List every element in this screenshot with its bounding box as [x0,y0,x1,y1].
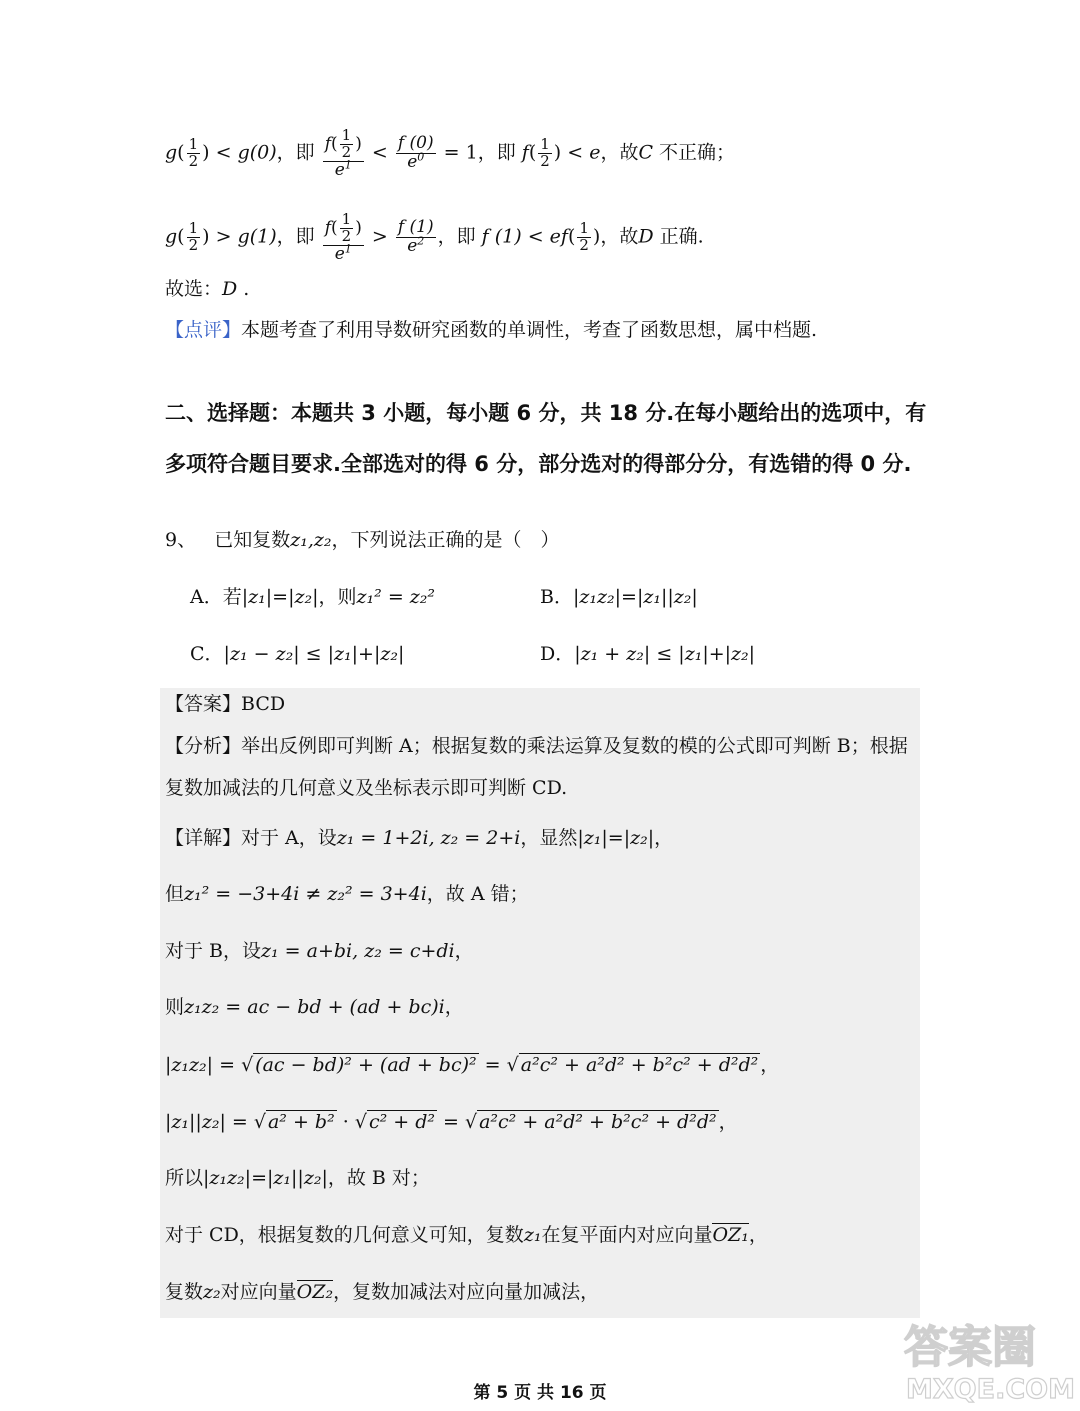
analysis-line-1: 【分析】举出反例即可判断 A；根据复数的乘法运算及复数的模的公式即可判断 B；根据 [165,735,908,757]
question-stem: 9、 已知复数z₁,z₂，下列说法正确的是（ ） [165,529,560,551]
watermark-logo [900,1310,1075,1405]
comment-line: 【点评】本题考查了利用导数研究函数的单调性，考查了函数思想，属中档题. [165,319,818,341]
answer-line: 【答案】BCD [165,693,286,715]
math-line-1: g( $\frac{1}{2}$ ) < g(0)，即 f( $\frac{1}{2}$ ) $e^1$ < $\frac{f (0)}{e^0}$ = 1，即 f( $\frac{1}{2}$ ) < e，故C 不正确； [165,126,736,180]
analysis-line-2: 复数加减法的几何意义及坐标表示即可判断 CD. [165,777,568,799]
sqrt-expression-1: (ac − bd)² + (ad + bc)² [255,1054,477,1076]
option-d: D．|z₁ + z₂| ≤ |z₁|+|z₂| [540,643,756,665]
g-symbol: g [165,141,178,164]
option-c: C．|z₁ − z₂| ≤ |z₁|+|z₂| [190,643,405,665]
fraction-half: $\frac{1}{2}$ [188,135,199,171]
detail-line-9: 复数z₂对应向量OZ₂，复数加减法对应向量加减法， [165,1281,600,1303]
option-b: B．|z₁z₂|=|z₁||z₂| [540,586,698,608]
vector-oz1: OZ₁ [712,1224,749,1246]
watermark-text-cn: 答案圈 [904,1322,1036,1373]
comment-tag: 【点评】 [165,319,242,341]
detail-line-2: 但z₁² = −3+4i ≠ z₂² = 3+4i，故 A 错； [165,883,529,905]
watermark-text-en: MXQE.COM [906,1374,1075,1405]
detail-line-1: 【详解】对于 A，设z₁ = 1+2i, z₂ = 2+i，显然|z₁|=|z₂|， [165,827,674,849]
detail-line-3: 对于 B，设z₁ = a+bi, z₂ = c+di， [165,940,474,962]
detail-line-4: 则z₁z₂ = ac − bd + (ad + bc)i， [165,996,464,1018]
section-heading-line-2: 多项符合题目要求.全部选对的得 6 分，部分选对的得部分分，有选错的得 0 分. [165,452,912,476]
detail-line-6: |z₁||z₂| = √ a² + b² · √ c² + d² = √ a²c² + a²d² + b²c² + d²d² ， [165,1111,738,1133]
detail-line-7: 所以|z₁z₂|=|z₁||z₂|，故 B 对； [165,1167,430,1189]
question-number: 9、 [165,529,197,551]
fraction-f-half-over-e1: f( $\frac{1}{2}$ ) $e^1$ [324,126,362,180]
option-a: A．若|z₁|=|z₂|，则z₁² = z₂² [190,586,436,608]
detail-line-8: 对于 CD，根据复数的几何意义可知，复数z₁在复平面内对应向量OZ₁， [165,1224,768,1246]
g0: g(0) [237,141,277,164]
vector-oz2: OZ₂ [296,1281,334,1303]
section-heading-line-1: 二、选择题：本题共 3 小题，每小题 6 分，共 18 分.在每小题给出的选项中，有 [165,401,927,425]
fraction-f1-over-e2: $\frac{f (1)}{e^2}$ [397,217,434,257]
page-footer: 第 5 页 共 16 页 [473,1383,607,1403]
fraction-f-half-over-e1-b: f( $\frac{1}{2}$ ) $e^1$ [324,210,362,264]
detail-line-5: |z₁z₂| = √ (ac − bd)² + (ad + bc)² = √ a²c² + a²d² + b²c² + d²d² ， [165,1054,780,1076]
sqrt-expression-2: a²c² + a²d² + b²c² + d²d² [520,1054,759,1076]
math-line-2: g( $\frac{1}{2}$ ) > g(1)，即 f( $\frac{1}{2}$ ) $e^1$ > $\frac{f (1)}{e^2}$ ，即 f (1) < ef( $\frac{1}{2}$ )，故D 正确. [165,210,704,264]
answer-choice-line: 故选：D . [165,278,250,300]
fraction-f0-over-e0: $\frac{f (0)}{e^0}$ [397,133,434,173]
